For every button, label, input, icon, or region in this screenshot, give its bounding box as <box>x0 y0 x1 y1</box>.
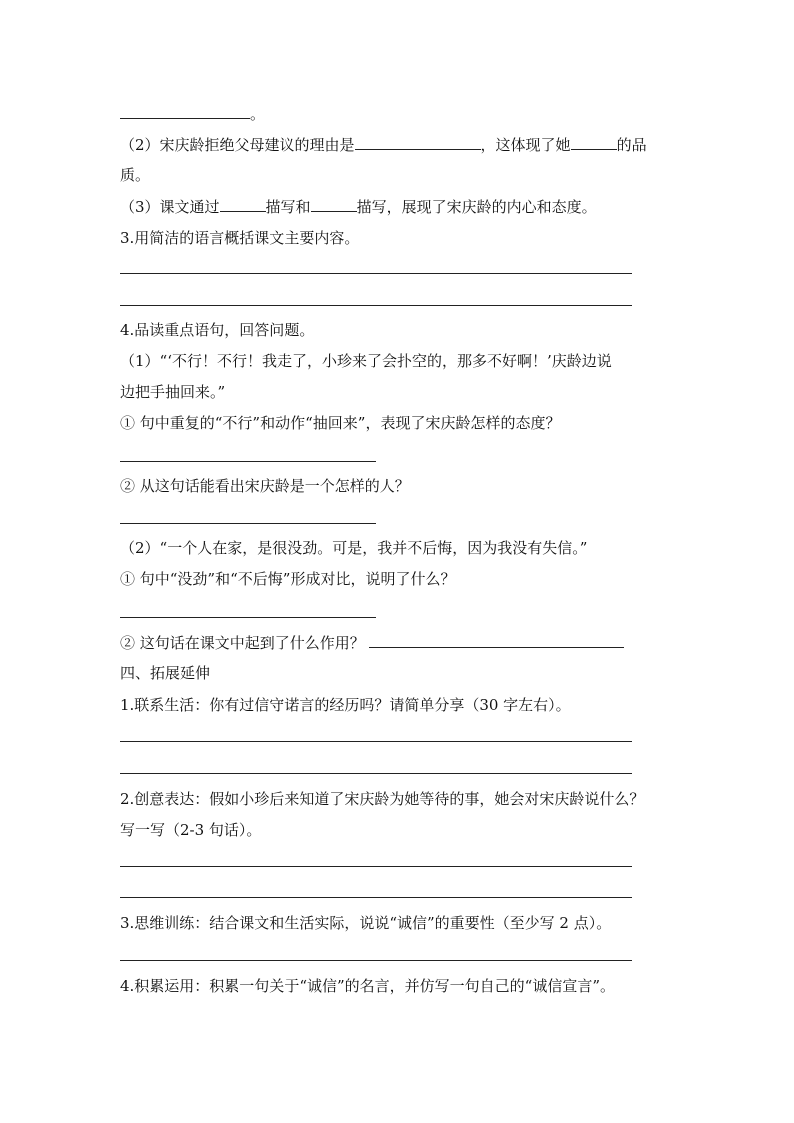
answer-rule[interactable] <box>120 897 632 898</box>
question-3-2: （2）宋庆龄拒绝父母建议的理由是 ，这体现了她 的品 <box>120 136 647 154</box>
question-4-2: （2）“一个人在家，是很没劲。可是，我并不后悔，因为我没有失信。” <box>120 539 588 557</box>
blank[interactable] <box>571 134 617 150</box>
question-4-1-cont: 边把手抽回来。” <box>120 383 226 401</box>
answer-rule[interactable] <box>120 773 632 774</box>
question-3-2-cont: 质。 <box>120 166 151 184</box>
answer-rule[interactable] <box>120 741 632 742</box>
answer-rule[interactable] <box>120 960 632 961</box>
question-4-1-b: ② 从这句话能看出宋庆龄是一个怎样的人？ <box>120 477 410 495</box>
extension-q1: 1.联系生活：你有过信守诺言的经历吗？请简单分享（30 字左右）。 <box>120 696 571 714</box>
question-4-2-b: ② 这句话在课文中起到了什么作用？ <box>120 632 624 653</box>
extension-q2: 2.创意表达：假如小珍后来知道了宋庆龄为她等待的事，她会对宋庆龄说什么？ <box>120 790 645 808</box>
question-4: 4.品读重点语句，回答问题。 <box>120 321 315 339</box>
answer-rule[interactable] <box>120 617 376 618</box>
question-3-3: （3）课文通过 描写和 描写，展现了宋庆龄的内心和态度。 <box>120 198 597 216</box>
extension-q2-cont: 写一写（2-3 句话）。 <box>120 821 262 839</box>
extension-q4: 4.积累运用：积累一句关于“诚信”的名言，并仿写一句自己的“诚信宣言”。 <box>120 977 615 995</box>
question-4-2-a: ① 句中“没劲”和“不后悔”形成对比，说明了什么？ <box>120 570 456 588</box>
answer-rule[interactable] <box>120 461 376 462</box>
blank[interactable] <box>120 103 250 119</box>
question-3: 3.用简洁的语言概括课文主要内容。 <box>120 229 360 247</box>
answer-rule[interactable] <box>120 273 632 274</box>
answer-rule[interactable] <box>120 866 632 867</box>
answer-rule[interactable] <box>120 305 632 306</box>
blank[interactable] <box>220 196 266 212</box>
answer-rule[interactable] <box>120 523 376 524</box>
blank[interactable] <box>369 632 624 648</box>
section-heading: 四、拓展延伸 <box>120 664 211 682</box>
blank[interactable] <box>311 196 357 212</box>
blank[interactable] <box>355 134 481 150</box>
question-4-1: （1）“‘不行！不行！我走了，小珍来了会扑空的，那多不好啊！’庆龄边说 <box>120 352 612 370</box>
question-4-1-a: ① 句中重复的“不行”和动作“抽回来”，表现了宋庆龄怎样的态度？ <box>120 414 561 432</box>
answer-line-1: 。 <box>120 103 265 124</box>
extension-q3: 3.思维训练：结合课文和生活实际，说说“诚信”的重要性（至少写 2 点）。 <box>120 914 612 932</box>
